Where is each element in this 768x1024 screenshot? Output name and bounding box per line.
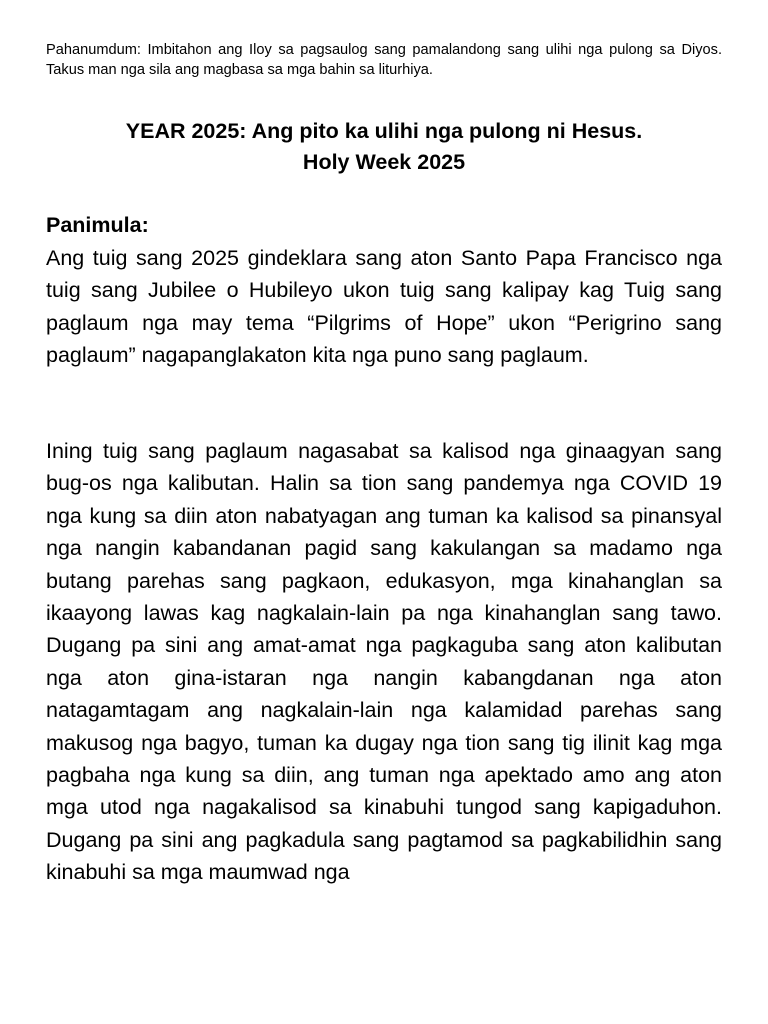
reminder-note: Pahanumdum: Imbitahon ang Iloy sa pagsaulog sang pamalandong sang ulihi nga pulong sa Diyos. Takus man nga sila ang magbasa sa mga bahin sa liturhiya. <box>46 42 722 78</box>
section-heading: Panimula: <box>46 213 149 237</box>
document-title <box>46 116 722 178</box>
title-line-2: Holy Week 2025 <box>302 150 466 174</box>
paragraph-body: Ining tuig sang paglaum nagasabat sa kalisod nga ginaagyan sang bug-os nga kalibutan. Halin sa tion sang pandemya nga COVID 19 nga kung sa diin aton nabatyagan ang tuman ka kalisod sa pinansyal nga nangin kabandanan pagid sang kakulangan sa madamo nga butang parehas sang pagkaon, edukasyon, mga kinahanglan sa ikaayong lawas kag nagkalain-lain pa nga kinahanglan sang tawo. Dugang pa sini ang amat-amat nga pagkaguba sang aton kalibutan nga aton gina-istaran nga nangin kabangdanan nga aton natagamtagam ang nagkalain-lain nga kalamidad parehas sang makusog nga bagyo, tuman ka dugay nga tion sang tig ilinit kag mga pagbaha nga kung sa diin, ang tuman nga apektado amo ang aton mga utod nga nagakalisod sa kinabuhi tungod sang kapigaduhon. Dugang pa sini ang pagkadula sang pagtamod sa pagkabilidhin sang kinabuhi sa mga maumwad nga <box>46 439 722 885</box>
title-line-1: YEAR 2025: Ang pito ka ulihi nga pulong ni Hesus. <box>125 119 643 143</box>
paragraph-introduction: Ang tuig sang 2025 gindeklara sang aton Santo Papa Francisco nga tuig sang Jubilee o Hubileyo ukon tuig sang kalipay kag Tuig sang paglaum nga may tema “Pilgrims of Hope” ukon “Perigrino sang paglaum” nagapanglakaton kita nga puno sang paglaum. <box>46 246 722 368</box>
